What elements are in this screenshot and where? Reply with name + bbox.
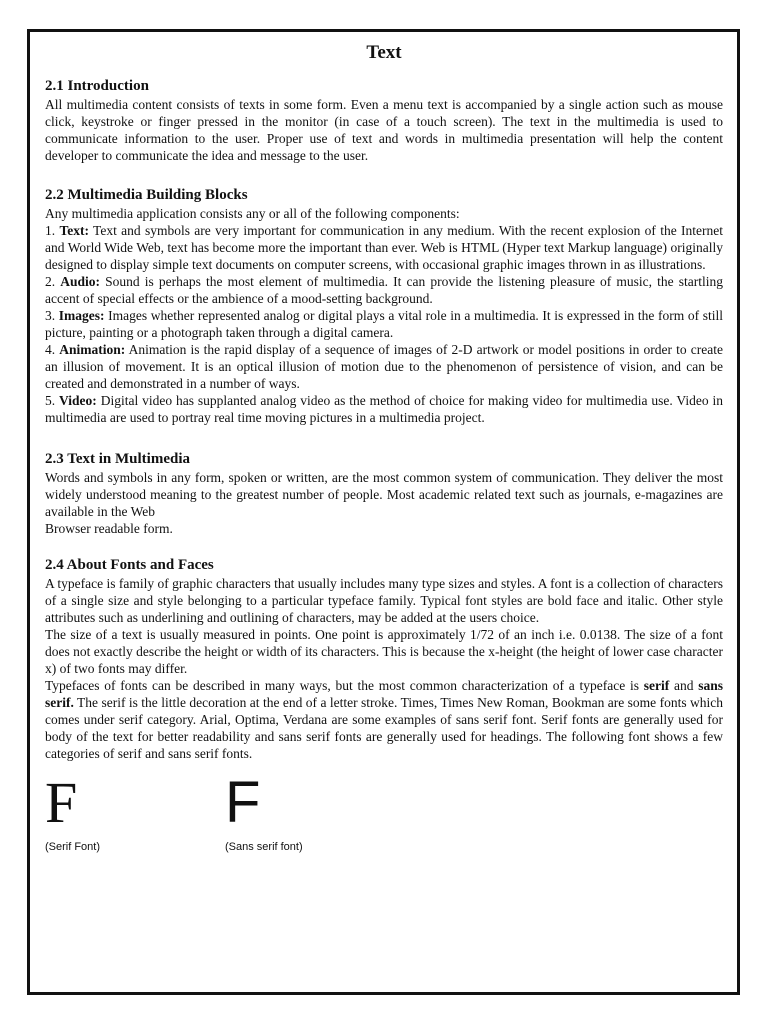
bold-term-serif: serif xyxy=(643,678,670,693)
list-item xyxy=(45,392,723,426)
sans-serif-glyph: F xyxy=(225,770,261,835)
section-building-blocks xyxy=(45,185,723,426)
section-heading: 2.1 Introduction xyxy=(45,78,149,94)
serif-caption: (Serif Font) xyxy=(45,841,101,853)
item-label: Animation: xyxy=(59,342,126,357)
item-text: Digital video has supplanted analog video as the method of choice for making video for multimedia use. Video in multimedia are used to portray real time moving pictures in a multimedia project. xyxy=(45,393,724,425)
bold-term-sans-serif: sans serif. xyxy=(45,678,724,710)
item-text: Animation is the rapid display of a sequence of images of 2-D artwork or model positions in order to create an illusion of movement. It is an optical illusion of motion due to the phenomenon of persistence of vision, and can be created and demonstrated in a number of ways. xyxy=(45,342,724,391)
paragraph: A typeface is family of graphic characters that usually includes many type sizes and styles. A font is a collection of characters of a single size and style belonging to a particular typeface family. Typical font styles are bold face and italic. Other style attributes such as underlining and outlining of characters, may be added at the users choice. xyxy=(45,576,723,625)
sans-serif-sample xyxy=(225,770,303,854)
section-heading: 2.3 Text in Multimedia xyxy=(45,451,191,467)
paragraph: All multimedia content consists of texts in some form. Even a menu text is accompanied by a single action such as mouse click, keystroke or finger pressed in the monitor (in case of a touch screen). The text in the multimedia is used to communicate information to the user. Proper use of text and words in multimedia presentation will help the content developer to communicate the idea and message to the user. xyxy=(45,97,723,163)
font-samples xyxy=(45,770,723,884)
item-text: Text and symbols are very important for communication in any medium. With the recent explosion of the Internet and World Wide Web, text has become more the important than ever. Web is HTML (Hyper text Markup language) originally designed to display simple text documents on computer screens, with occasional graphic images thrown in as illustrations. xyxy=(45,223,724,272)
item-number: 3. xyxy=(45,308,56,323)
document-body xyxy=(45,40,723,884)
paragraph: Words and symbols in any form, spoken or written, are the most common system of communication. They deliver the most widely understood meaning to the greatest number of people. Most academic related text such as journals, e-magazines are available in the Web xyxy=(45,470,723,519)
paragraph: Browser readable form. xyxy=(45,521,173,536)
list-item xyxy=(45,341,723,392)
item-number: 5. xyxy=(45,393,56,408)
item-label: Video: xyxy=(59,393,97,408)
item-number: 2. xyxy=(45,274,56,289)
item-label: Audio: xyxy=(60,274,101,289)
page-title: Text xyxy=(366,42,402,63)
item-text: Sound is perhaps the most element of multimedia. It can provide the listening pleasure of music, the startling accent of special effects or the ambience of a mood-setting background. xyxy=(45,274,724,306)
section-heading: 2.4 About Fonts and Faces xyxy=(45,557,214,573)
section-text-in-multimedia xyxy=(45,449,723,537)
section-introduction xyxy=(45,76,723,164)
list-item xyxy=(45,307,723,341)
list-item xyxy=(45,273,723,307)
item-number: 4. xyxy=(45,342,56,357)
serif-glyph: F xyxy=(45,770,78,835)
paragraph xyxy=(45,677,723,762)
paragraph: The size of a text is usually measured in points. One point is approximately 1/72 of an inch i.e. 0.0138. The size of a font does not exactly describe the height or width of its characters. This is because the x-height (the height of lower case character x) of two fonts may differ. xyxy=(45,627,723,676)
section-fonts-and-faces xyxy=(45,555,723,762)
text-run: and xyxy=(673,678,694,693)
section-heading: 2.2 Multimedia Building Blocks xyxy=(45,187,248,203)
item-text: Images whether represented analog or digital plays a vital role in a multimedia. It is expressed in the form of still picture, painting or a photograph taken through a digital camera. xyxy=(45,308,723,340)
sans-serif-caption: (Sans serif font) xyxy=(225,841,303,853)
list-item xyxy=(45,222,723,273)
serif-sample xyxy=(45,770,101,854)
item-label: Text: xyxy=(59,223,89,238)
item-label: Images: xyxy=(58,308,105,323)
text-run: The serif is the little decoration at the end of a letter stroke. Times, Times New Roman, Bookman are some fonts which comes under serif category. Arial, Optima, Verdana are some examples of sans serif font. Serif fonts are generally used for body of the text for better readability and sans serif fonts are generally used for headings. The following font shows a few categories of serif and sans serif fonts. xyxy=(45,695,723,761)
text-run: Typefaces of fonts can be described in many ways, but the most common characterization of a typeface is xyxy=(45,678,639,693)
paragraph: Any multimedia application consists any or all of the following components: xyxy=(45,206,460,221)
item-number: 1. xyxy=(45,223,56,238)
